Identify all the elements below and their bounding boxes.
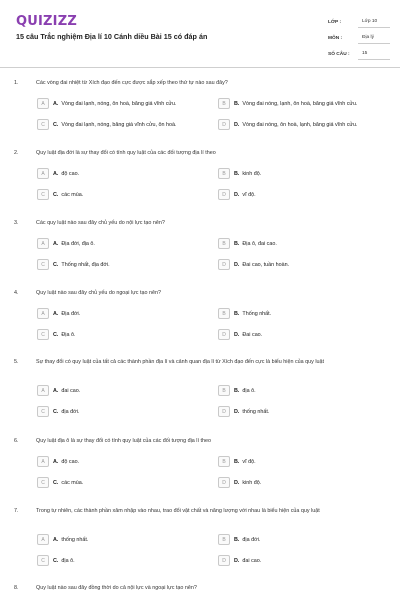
answer-option[interactable] — [218, 534, 260, 545]
option-letter-dot: . — [56, 100, 59, 107]
option-text: kinh độ. — [242, 479, 262, 486]
meta-value: 15 — [358, 48, 390, 60]
option-text: địa đới. — [242, 536, 261, 543]
answer-option[interactable] — [37, 168, 79, 179]
option-letter-badge: D — [218, 555, 230, 566]
option-letter: B — [234, 170, 238, 177]
question-number: 2. — [14, 150, 19, 156]
option-letter-dot: . — [237, 387, 240, 394]
answer-option[interactable] — [37, 238, 95, 249]
option-letter-badge: A — [37, 456, 49, 467]
option-letter-badge: C — [37, 406, 49, 417]
option-text: Vòng đai nóng, ôn hoà, lạnh, băng giá vĩnh cửu. — [242, 121, 358, 128]
option-letter: D — [234, 557, 238, 564]
option-letter-badge: C — [37, 329, 49, 340]
meta-value: Lớp 10 — [358, 16, 390, 28]
question-stem: Các quy luật nào sau đây chủ yếu do nội lực tạo nên? — [36, 220, 165, 226]
question-text — [14, 289, 394, 297]
option-letter: D — [234, 191, 238, 198]
option-text: địa ô. — [61, 557, 75, 564]
option-text: Địa đới, địa ô. — [61, 240, 95, 247]
question-number: 5. — [14, 359, 19, 365]
answer-option[interactable] — [218, 98, 358, 109]
option-letter-dot: . — [56, 387, 59, 394]
option-letter-dot: . — [56, 557, 59, 564]
answer-option[interactable] — [37, 308, 80, 319]
option-letter-badge: D — [218, 406, 230, 417]
option-letter-badge: C — [37, 555, 49, 566]
option-letter-badge: B — [218, 456, 230, 467]
option-letter-dot: . — [237, 121, 240, 128]
option-letter-badge: A — [37, 98, 49, 109]
question-number: 7. — [14, 508, 19, 514]
option-letter-dot: . — [56, 310, 59, 317]
option-letter: B — [234, 536, 238, 543]
answer-option[interactable] — [37, 98, 177, 109]
option-letter: A — [53, 387, 57, 394]
answer-option[interactable] — [37, 534, 88, 545]
option-letter-badge: C — [37, 259, 49, 270]
option-letter-badge: B — [218, 534, 230, 545]
option-text: địa ô. — [242, 387, 256, 394]
option-letter-dot: . — [237, 408, 240, 415]
option-letter: A — [53, 240, 57, 247]
option-letter: D — [234, 479, 238, 486]
meta-row-count — [328, 46, 390, 62]
question-stem: Trong tự nhiên, các thành phần xâm nhập vào nhau, trao đổi vật chất và năng lượng với nhau là biểu hiện của quy luật — [36, 508, 320, 514]
option-text: đai cao. — [242, 557, 262, 564]
option-text: thống nhất. — [61, 536, 89, 543]
option-letter-dot: . — [56, 121, 59, 128]
option-letter: D — [234, 408, 238, 415]
option-letter: C — [53, 121, 57, 128]
option-letter-dot: . — [237, 331, 240, 338]
option-letter-dot: . — [56, 458, 59, 465]
option-letter-badge: D — [218, 119, 230, 130]
option-letter: A — [53, 100, 57, 107]
option-letter-dot: . — [237, 479, 240, 486]
option-text: Vòng đai nóng, lạnh, ôn hoà, băng giá vĩnh cửu. — [242, 100, 358, 107]
answer-option[interactable] — [37, 406, 79, 417]
option-letter-dot: . — [237, 170, 240, 177]
answer-option[interactable] — [218, 189, 256, 200]
option-letter-badge: A — [37, 238, 49, 249]
option-letter-badge: A — [37, 168, 49, 179]
answer-option[interactable] — [218, 406, 269, 417]
option-letter-dot: . — [237, 536, 240, 543]
option-letter-dot: . — [56, 331, 59, 338]
answer-option[interactable] — [37, 119, 177, 130]
option-text: các mùa. — [61, 191, 84, 198]
option-letter: C — [53, 408, 57, 415]
answer-option[interactable] — [218, 555, 261, 566]
option-text: Địa ô, đai cao. — [242, 240, 277, 247]
answer-option[interactable] — [37, 456, 79, 467]
option-letter-badge: D — [218, 189, 230, 200]
option-letter-badge: B — [218, 308, 230, 319]
option-letter-dot: . — [56, 191, 59, 198]
question-number: 4. — [14, 290, 19, 296]
option-letter-dot: . — [237, 310, 240, 317]
option-letter-badge: C — [37, 477, 49, 488]
option-letter-badge: B — [218, 98, 230, 109]
option-letter: D — [234, 261, 238, 268]
question-stem: Các vòng đai nhiệt từ Xích đạo đến cực được sắp xếp theo thứ tự nào sau đây? — [36, 80, 228, 86]
option-letter-dot: . — [237, 100, 240, 107]
option-letter: D — [234, 121, 238, 128]
option-letter-dot: . — [237, 557, 240, 564]
question-number: 8. — [14, 585, 19, 591]
header-divider — [0, 67, 400, 68]
question-stem: Quy luật nào sau đây đồng thời do cả nội lực và ngoại lực tạo nên? — [36, 585, 197, 591]
option-letter-dot: . — [237, 240, 240, 247]
question-text — [14, 358, 394, 366]
option-letter: B — [234, 458, 238, 465]
question-stem: Quy luật địa đới là sự thay đổi có tính quy luật của các đối tượng địa lí theo — [36, 150, 216, 156]
answer-option[interactable] — [218, 168, 261, 179]
option-letter-badge: D — [218, 329, 230, 340]
option-letter-badge: C — [37, 119, 49, 130]
option-letter-badge: A — [37, 308, 49, 319]
option-text: vĩ độ. — [242, 458, 256, 465]
question-number: 6. — [14, 438, 19, 444]
answer-option[interactable] — [37, 329, 76, 340]
option-letter-dot: . — [237, 261, 240, 268]
option-text: độ cao. — [61, 458, 80, 465]
option-letter: D — [234, 331, 238, 338]
option-letter-dot: . — [56, 170, 59, 177]
quizizz-logo: QUIZIZZ — [16, 14, 77, 29]
option-letter: B — [234, 100, 238, 107]
option-text: thống nhất. — [242, 408, 270, 415]
answer-option[interactable] — [218, 238, 277, 249]
meta-info — [328, 14, 390, 62]
answer-option[interactable] — [218, 477, 261, 488]
document-title: 15 câu Trắc nghiệm Địa lí 10 Cánh diều Bài 15 có đáp án — [16, 32, 208, 41]
option-letter: C — [53, 479, 57, 486]
option-letter-dot: . — [237, 458, 240, 465]
option-text: Địa ô. — [61, 331, 76, 338]
question-text — [14, 149, 394, 157]
question-text — [14, 584, 394, 592]
option-text: vĩ độ. — [242, 191, 256, 198]
option-letter-dot: . — [56, 536, 59, 543]
option-letter-dot: . — [56, 479, 59, 486]
option-letter: C — [53, 191, 57, 198]
question-text — [14, 79, 394, 87]
meta-label: LỚP : — [328, 19, 342, 25]
answer-option[interactable] — [218, 119, 358, 130]
option-letter-badge: A — [37, 385, 49, 396]
option-letter: A — [53, 536, 57, 543]
answer-option[interactable] — [37, 385, 80, 396]
meta-row-subject — [328, 30, 390, 46]
question-number: 3. — [14, 220, 19, 226]
option-letter-badge: B — [218, 385, 230, 396]
option-letter: C — [53, 331, 57, 338]
option-letter-dot: . — [56, 261, 59, 268]
question-stem: Quy luật nào sau đây chủ yếu do ngoại lực tạo nên? — [36, 290, 161, 296]
question-text — [14, 437, 394, 445]
answer-option[interactable] — [37, 259, 110, 270]
option-text: độ cao. — [61, 170, 80, 177]
option-text: Vòng đai lạnh, nóng, ôn hoà, băng giá vĩnh cửu. — [61, 100, 177, 107]
question-stem: Sự thay đổi có quy luật của tất cả các thành phần địa lí và cảnh quan địa lí từ Xích đạo đến cực là biểu hiện của quy luật — [36, 359, 325, 365]
answer-option[interactable] — [37, 477, 83, 488]
option-letter: B — [234, 387, 238, 394]
option-letter: A — [53, 170, 57, 177]
answer-option[interactable] — [218, 385, 256, 396]
answer-option[interactable] — [37, 189, 83, 200]
option-text: Vòng đai lạnh, nóng, băng giá vĩnh cửu, ôn hoà. — [61, 121, 177, 128]
option-text: địa đới. — [61, 408, 80, 415]
question-stem: Quy luật địa ô là sự thay đổi có tính quy luật của các đối tượng địa lí theo — [36, 438, 211, 444]
option-text: kinh độ. — [242, 170, 262, 177]
option-letter: A — [53, 310, 57, 317]
answer-option[interactable] — [218, 456, 256, 467]
meta-value: Địa lý — [358, 32, 390, 44]
answer-option[interactable] — [37, 555, 75, 566]
option-text: Đai cao, tuần hoàn. — [242, 261, 290, 268]
option-letter: A — [53, 458, 57, 465]
option-text: Địa đới. — [61, 310, 81, 317]
option-text: Đai cao. — [242, 331, 263, 338]
option-text: các mùa. — [61, 479, 84, 486]
option-letter-badge: B — [218, 168, 230, 179]
option-letter: B — [234, 310, 238, 317]
option-letter-badge: D — [218, 477, 230, 488]
option-text: Thống nhất. — [242, 310, 272, 317]
option-letter: C — [53, 557, 57, 564]
meta-label: MÔN : — [328, 35, 343, 41]
option-text: Thống nhất, địa đới. — [61, 261, 110, 268]
option-letter: B — [234, 240, 238, 247]
option-letter-dot: . — [237, 191, 240, 198]
meta-label: SỐ CÂU : — [328, 51, 350, 57]
answer-option[interactable] — [218, 308, 271, 319]
option-letter-badge: C — [37, 189, 49, 200]
option-letter-badge: A — [37, 534, 49, 545]
question-text — [14, 219, 394, 227]
question-number: 1. — [14, 80, 19, 86]
option-letter: C — [53, 261, 57, 268]
option-letter-badge: D — [218, 259, 230, 270]
option-letter-dot: . — [56, 408, 59, 415]
meta-row-class — [328, 14, 390, 30]
option-letter-badge: B — [218, 238, 230, 249]
answer-option[interactable] — [218, 329, 262, 340]
option-letter-dot: . — [56, 240, 59, 247]
answer-option[interactable] — [218, 259, 289, 270]
option-text: đai cao. — [61, 387, 81, 394]
question-text — [14, 507, 394, 515]
